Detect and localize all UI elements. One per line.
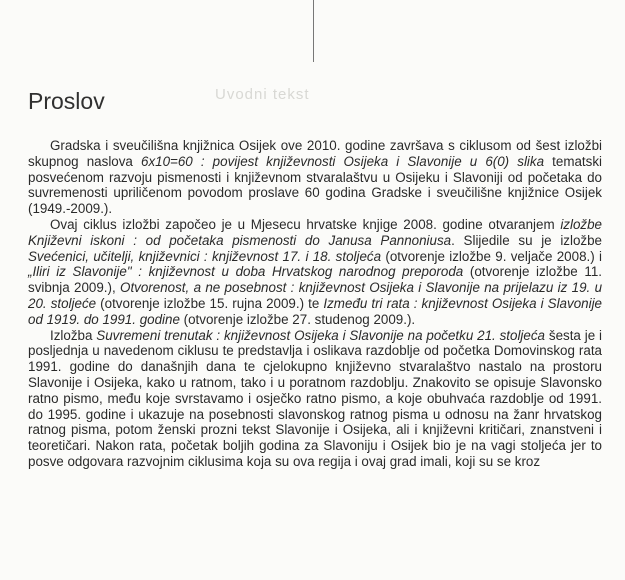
text-run: . Slijedile su je izložbe — [451, 232, 603, 248]
ghost-text: Uvodni tekst — [215, 86, 310, 103]
body-text — [28, 138, 602, 470]
text-run: Ovaj ciklus izložbi započeo je u Mjesecu hrvatske knjige 2008. godine otvaranjem — [50, 216, 561, 232]
text-run: (otvorenje izložbe 27. studenog 2009.). — [179, 311, 416, 327]
page-title: Proslov — [28, 88, 105, 114]
italic-run: Između tri rata : književnost Osijeka i Slavonije od 1919. do 1991. godine — [28, 295, 602, 327]
paragraph-2 — [28, 217, 602, 328]
text-run: šesta je i posljednja u navedenom ciklusu te predstavlja i oslikava razdoblje od početka Domovinskog rata 1991. godine do današnjih dana te cjelokupno književno stvaralaštvo nastalo na prostoru Slavonije i Osijeka, kako u ratnom, tako i u poratnom razdoblju. Znakovito se opisuje Slavonsko ratno pismo, među koje svrstavamo i osječko ratno pismo, a koje obuhvaća razdoblje od 1991. do 1995. godine i ukazuje na posebnosti slavonskog ratnog pisma u odnosu na žanr hrvatskog ratnog pisma, potom ženski prozni tekst Slavonije i Osijeka, ali i književni kritičari, znanstveni i teoretičari. Nakon rata, početak boljih godina za Slavoniju i Osijek bio je na vagi stoljeća jer to posve odgovara razvojnim ciklusima koja su ova regija i ovaj grad imali, koji su se kroz — [28, 327, 602, 469]
paragraph-1 — [28, 138, 602, 217]
fold-mark — [313, 0, 314, 62]
italic-run: izložbe Književni iskoni : od početaka pismenosti do Janusa Pannoniusa — [28, 216, 602, 248]
text-run: (otvorenje izložbe 9. veljače 2008.) i — [381, 248, 602, 264]
paragraph-3 — [28, 328, 602, 470]
italic-run: Svećenici, učitelji, književnici : književnost 17. i 18. stoljeća — [28, 248, 382, 264]
italic-run: „Iliri iz Slavonije" : književnost u doba Hrvatskog narodnog preporoda — [28, 264, 464, 280]
italic-run: Suvremeni trenutak : književnost Osijeka i Slavonije na početku 21. stoljeća — [96, 327, 546, 343]
italic-run: 6x10=60 : povijest književnosti Osijeka i Slavonije u 6(0) slika — [141, 153, 545, 169]
italic-run: Otvorenost, a ne posebnost : književnost Osijeka i Slavonije na prijelazu iz 19. u 20. stoljeće — [28, 280, 603, 311]
text-run: Gradska i sveučilišna knjižnica Osijek ove 2010. godine završava s ciklusom od šest izložbi skupnog naslova — [28, 138, 602, 169]
text-run: (otvorenje izložbe 15. rujna 2009.) te — [96, 295, 324, 311]
text-run: (otvorenje izložbe 11. svibnja 2009.), — [28, 264, 602, 296]
text-run: tematski posvećenom razvoju pismenosti i književnom stvaralaštvu u Osijeku i Slavoniji od početaka do suvremenosti upriličenom povodom proslave 60 godina Gradske i sveučilišne knjižnice Osijek (1949.-2009.). — [28, 153, 603, 217]
text-run: Izložba — [50, 327, 97, 343]
